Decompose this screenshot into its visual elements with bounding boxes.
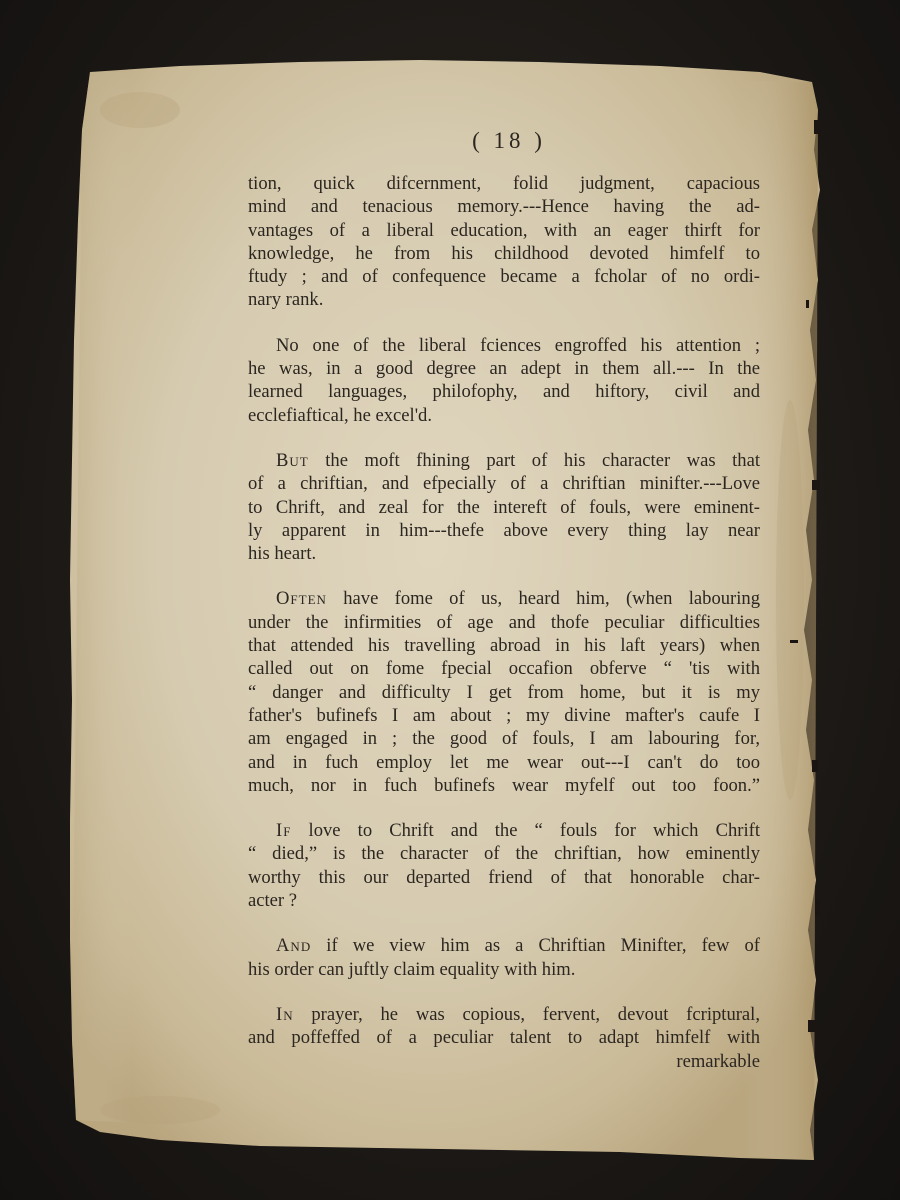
text-line: his order can juftly claim equality with him.: [248, 958, 576, 980]
catchword: remarkable: [676, 1050, 760, 1072]
text-line: ftudy ; and of confequence became a fcholar of no ordi-: [248, 266, 760, 288]
text-line: “ danger and difficulty I get from home, but it is my: [248, 681, 760, 703]
paragraph-7: [248, 1003, 760, 1073]
text-line: he was, in a good degree an adept in them all.--- In the: [248, 358, 760, 380]
lead-word: But: [276, 449, 309, 471]
paragraph-5: [248, 819, 760, 912]
text-line: tion, quick difcernment, folid judgment, capacious: [248, 173, 760, 194]
line-rest: have fome of us, heard him, (when labouring: [326, 588, 760, 610]
line-rest: prayer, he was copious, fervent, devout fcriptural,: [293, 1003, 760, 1025]
lead-word: In: [276, 1003, 294, 1025]
text-line: that attended his travelling abroad in his laft years) when: [248, 635, 760, 657]
text-line: mind and tenacious memory.---Hence having the ad-: [248, 196, 760, 218]
text-line: and poffeffed of a peculiar talent to adapt himfelf with: [248, 1027, 760, 1049]
lead-word: Often: [276, 588, 327, 610]
paragraph-2: [248, 334, 760, 427]
text-line: and in fuch employ let me wear out---I can't do too: [248, 751, 760, 773]
text-line: his heart.: [248, 543, 317, 565]
text-line: [248, 934, 760, 957]
text-line: am engaged in ; the good of fouls, I am labouring for,: [248, 728, 760, 750]
paragraph-6: [248, 934, 760, 981]
line-rest: the moft fhining part of his character was that: [308, 449, 760, 471]
text-line: father's bufinefs I am about ; my divine mafter's caufe I: [248, 704, 760, 726]
line-rest: love to Chrift and the “ fouls for which Chrift: [291, 820, 760, 842]
page-number: ( 18 ): [472, 128, 546, 153]
line-rest: if we view him as a Chriftian Minifter, few of: [311, 935, 760, 957]
text-line: acter ?: [248, 890, 298, 912]
text-line: worthy this our departed friend of that honorable char-: [248, 866, 760, 888]
text-line: under the infirmities of age and thofe peculiar difficulties: [248, 611, 760, 633]
text-line: to Chrift, and zeal for the intereft of fouls, were eminent-: [248, 496, 760, 518]
text-line: [248, 587, 760, 610]
text-line: “ died,” is the character of the chriftian, how eminently: [248, 843, 760, 865]
text-line: ly apparent in him---thefe above every thing lay near: [248, 519, 760, 541]
text-line: [248, 1003, 760, 1026]
text-line: learned languages, philofophy, and hiftory, civil and: [248, 381, 760, 403]
text-line: ecclefiaftical, he excel'd.: [248, 404, 432, 426]
lead-word: If: [276, 820, 292, 842]
text-line: much, nor in fuch bufinefs wear myfelf out too foon.”: [248, 774, 760, 796]
page-body: [248, 128, 760, 1073]
paragraph-3: [248, 449, 760, 565]
text-line: called out on fome fpecial occafion obferve “ 'tis with: [248, 658, 760, 680]
lead-word: And: [276, 935, 312, 957]
text-line: vantages of a liberal education, with an eager thirft for: [248, 219, 760, 241]
text-line: knowledge, he from his childhood devoted himfelf to: [248, 242, 760, 264]
text-line: nary rank.: [248, 289, 324, 311]
paragraph-1: [248, 172, 760, 312]
text-line: [248, 449, 760, 472]
text-line: of a chriftian, and efpecially of a chriftian minifter.---Love: [248, 473, 760, 495]
text-line: [248, 819, 760, 842]
paragraph-4: [248, 587, 760, 797]
text-line: No one of the liberal fciences engroffed his attention ;: [276, 334, 760, 356]
